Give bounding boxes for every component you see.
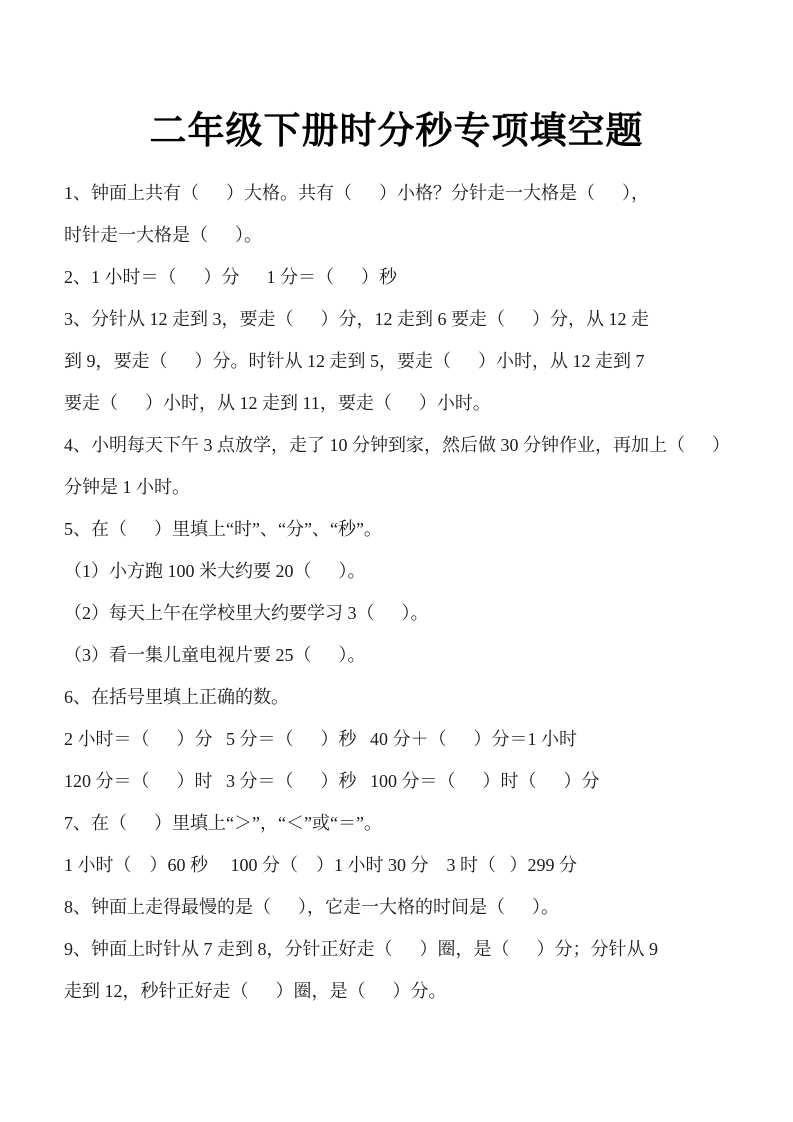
question-7-line-1: 7、在（ ）里填上“＞”，“＜”或“＝”。 xyxy=(64,813,382,833)
question-5-sub-2: （2）每天上午在学校里大约要学习 3（ ）。 xyxy=(64,603,429,623)
question-1-line-1: 1、钟面上共有（ ）大格。共有（ ）小格？分针走一大格是（ ）， xyxy=(64,183,649,203)
question-5-sub-1: （1）小方跑 100 米大约要 20（ ）。 xyxy=(64,561,366,581)
question-6-line-3: 120 分＝（ ）时 3 分＝（ ）秒 100 分＝（ ）时（ ）分 xyxy=(64,771,600,791)
question-6-line-1: 6、在括号里填上正确的数。 xyxy=(64,687,289,707)
question-5-line-1: 5、在（ ）里填上“时”、“分”、“秒”。 xyxy=(64,519,382,539)
question-9-line-1: 9、钟面上时针从 7 走到 8，分针正好走（ ）圈，是（ ）分；分针从 9 xyxy=(64,939,658,959)
question-4-line-2: 分钟是 1 小时。 xyxy=(64,477,190,497)
question-3-line-3: 要走（ ）小时，从 12 走到 11，要走（ ）小时。 xyxy=(64,393,491,413)
question-8-line-1: 8、钟面上走得最慢的是（ ），它走一大格的时间是（ ）。 xyxy=(64,897,559,917)
question-1-line-2: 时针走一大格是（ ）。 xyxy=(64,225,262,245)
question-5-sub-3: （3）看一集儿童电视片要 25（ ）。 xyxy=(64,645,366,665)
worksheet-title: 二年级下册时分秒专项填空题 xyxy=(149,110,644,151)
question-6-line-2: 2 小时＝（ ）分 5 分＝（ ）秒 40 分＋（ ）分＝1 小时 xyxy=(64,729,577,749)
question-7-line-2: 1 小时（ ）60 秒 100 分（ ）1 小时 30 分 3 时（ ）299 分 xyxy=(64,855,577,875)
question-3-line-2: 到 9，要走（ ）分。时针从 12 走到 5，要走（ ）小时，从 12 走到 7 xyxy=(64,351,645,371)
worksheet-body xyxy=(64,172,737,1012)
question-2-line-1: 2、1 小时＝（ ）分 1 分＝（ ）秒 xyxy=(64,267,397,287)
question-4-line-1: 4、小明每天下午 3 点放学，走了 10 分钟到家，然后做 30 分钟作业，再加上（ ） xyxy=(64,435,730,455)
question-3-line-1: 3、分针从 12 走到 3，要走（ ）分，12 走到 6 要走（ ）分，从 12 走 xyxy=(64,309,649,329)
question-9-line-2: 走到 12，秒针正好走（ ）圈，是（ ）分。 xyxy=(64,981,447,1001)
